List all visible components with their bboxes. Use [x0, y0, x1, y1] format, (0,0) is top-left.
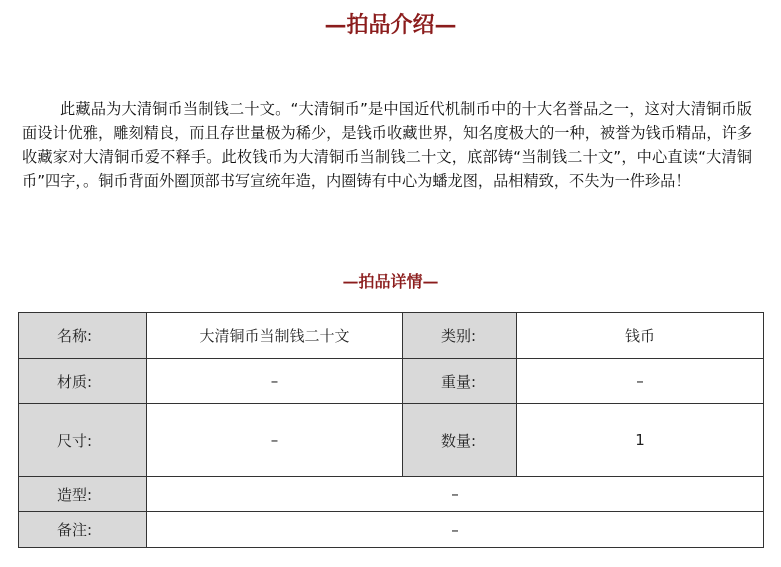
- shape-label: 造型:: [19, 477, 147, 512]
- name-value: 大清铜币当制钱二十文: [147, 313, 403, 359]
- material-value: –: [147, 359, 403, 404]
- size-value: –: [147, 404, 403, 477]
- details-table: [18, 312, 764, 548]
- category-value: 钱币: [517, 313, 764, 359]
- details-section-title: —拍品详情—: [342, 272, 439, 291]
- remark-label: 备注:: [19, 512, 147, 548]
- category-label: 类别:: [403, 313, 517, 359]
- table-row: [19, 477, 764, 512]
- table-row: [19, 359, 764, 404]
- table-row: [19, 404, 764, 477]
- intro-paragraph: 此藏品为大清铜币当制钱二十文。“大清铜币”是中国近代机制币中的十大名誉品之一，这对大清铜币版面设计优雅，雕刻精良，而且存世量极为稀少，是钱币收藏世界，知名度极大的一种，被誉为钱币精品，许多收藏家对大清铜币爱不释手。此枚钱币为大清铜币当制钱二十文，底部铸“当制钱二十文”，中心直读“大清铜币”四字，。铜币背面外圈顶部书写宣统年造，内圈铸有中心为蟠龙图，品相精致，不失为一件珍品！: [22, 100, 752, 190]
- table-row: [19, 313, 764, 359]
- intro-section-title: —拍品介绍—: [324, 12, 457, 38]
- weight-value: –: [517, 359, 764, 404]
- weight-label: 重量:: [403, 359, 517, 404]
- shape-value: –: [147, 477, 764, 512]
- name-label: 名称:: [19, 313, 147, 359]
- material-label: 材质:: [19, 359, 147, 404]
- size-label: 尺寸:: [19, 404, 147, 477]
- quantity-value: 1: [517, 404, 764, 477]
- table-row: [19, 512, 764, 548]
- quantity-label: 数量:: [403, 404, 517, 477]
- remark-value: –: [147, 512, 764, 548]
